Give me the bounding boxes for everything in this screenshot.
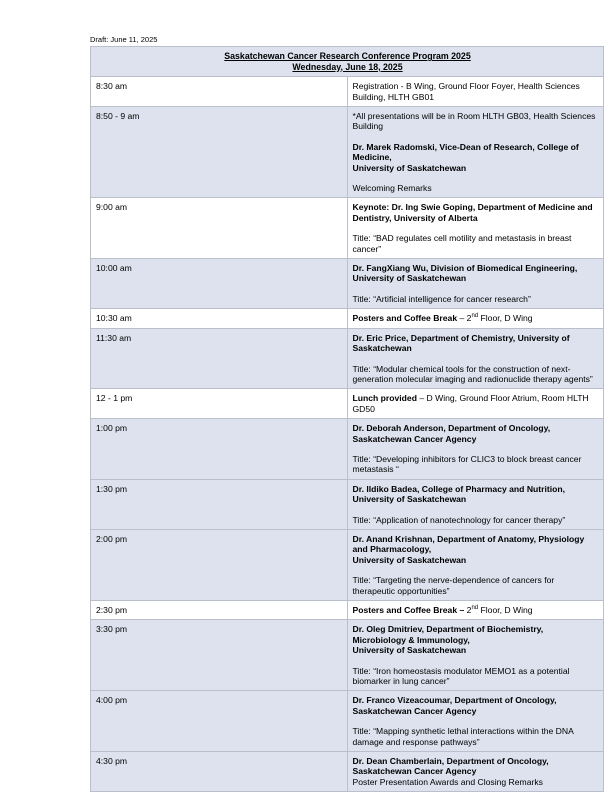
event-cell <box>347 601 604 620</box>
lunch-text <box>353 393 600 414</box>
program-header-row <box>91 47 604 77</box>
ordinal-suffix: nd <box>471 313 479 320</box>
table-row <box>91 691 604 752</box>
event-cell <box>347 107 604 198</box>
time-cell: 1:30 pm <box>91 479 348 529</box>
table-row <box>91 309 604 328</box>
time-cell: 2:30 pm <box>91 601 348 620</box>
break-location: Floor, D Wing <box>478 313 533 324</box>
talk-title: Title: “BAD regulates cell motility and metastasis in breast cancer” <box>352 233 572 254</box>
talk-title: Title: “Mapping synthetic lethal interactions within the DNA damage and response pathways” <box>352 726 574 747</box>
talk-title: Title: “Artificial intelligence for cancer research” <box>352 293 531 304</box>
draft-note: Draft: June 11, 2025 <box>90 35 158 44</box>
talk-title: Title: “Modular chemical tools for the construction of next-generation molecular imaging and radionuclide therapy agents” <box>352 363 593 384</box>
event-cell <box>347 389 604 419</box>
event-cell <box>347 309 604 328</box>
speaker-name: Dr. Ildiko Badea, College of Pharmacy and Nutrition, University of Saskatchewan <box>352 483 565 505</box>
time-cell: 11:30 am <box>91 328 348 389</box>
table-row <box>91 620 604 691</box>
speaker-name: Keynote: Dr. Ing Swie Goping, Department of Medicine and Dentistry, University of Alberta <box>352 202 593 223</box>
remarks-text: Welcoming Remarks <box>352 183 432 194</box>
break-floor: 2 <box>464 605 472 615</box>
break-floor: – 2 <box>457 313 472 324</box>
talk-title: Title: “Targeting the nerve-dependence of cancers for therapeutic opportunities” <box>352 575 555 596</box>
table-row <box>91 419 604 480</box>
speaker-name: Dr. Oleg Dmitriev, Department of Biochemistry, Microbiology & Immunology, <box>352 624 544 645</box>
program-table <box>90 46 604 792</box>
table-row <box>91 601 604 620</box>
table-row <box>91 198 604 259</box>
break-location: Floor, D Wing <box>478 605 533 615</box>
event-cell <box>347 328 604 389</box>
speaker-affiliation: University of Saskatchewan <box>352 162 467 173</box>
speaker-name: Dr. Franco Vizeacoumar, Department of Oncology, Saskatchewan Cancer Agency <box>352 695 557 716</box>
event-cell <box>347 620 604 691</box>
event-text: Registration - B Wing, Ground Floor Foyer, Health Sciences Building, HLTH GB01 <box>352 81 580 102</box>
time-cell: 2:00 pm <box>91 529 348 600</box>
speaker-name: Dr. Dean Chamberlain, Department of Oncology, Saskatchewan Cancer Agency <box>352 756 549 777</box>
break-label: Posters and Coffee Break <box>352 313 458 324</box>
time-cell: 8:30 am <box>91 77 348 107</box>
speaker-name: Dr. FangXiang Wu, Division of Biomedical Engineering, University of Saskatchewan <box>352 263 578 284</box>
speaker-name: Dr. Anand Krishnan, Department of Anatomy, Physiology and Pharmacology, <box>352 533 585 555</box>
table-row <box>91 259 604 309</box>
break-text <box>353 313 600 323</box>
talk-title: Title: “Iron homeostasis modulator MEMO1 as a potential biomarker in lung cancer” <box>352 665 570 687</box>
program-header-cell <box>91 47 604 77</box>
time-cell: 3:30 pm <box>91 620 348 691</box>
time-cell: 10:00 am <box>91 259 348 309</box>
time-cell: 4:30 pm <box>91 752 348 792</box>
time-cell: 8:50 - 9 am <box>91 107 348 198</box>
time-cell: 10:30 am <box>91 309 348 328</box>
event-cell <box>347 691 604 752</box>
event-cell <box>347 529 604 600</box>
table-row <box>91 752 604 792</box>
program-date: Wednesday, June 18, 2025 <box>292 61 403 72</box>
remarks-text: Poster Presentation Awards and Closing Remarks <box>352 776 543 787</box>
time-cell: 9:00 am <box>91 198 348 259</box>
lunch-label: Lunch provided <box>352 393 417 404</box>
break-label: Posters and Coffee Break – <box>352 605 465 615</box>
speaker-name: Dr. Eric Price, Department of Chemistry, University of Saskatchewan <box>352 332 570 354</box>
table-row <box>91 529 604 600</box>
lunch-location: – D Wing, Ground Floor Atrium, Room HLTH GD50 <box>352 393 589 414</box>
break-text <box>353 605 600 615</box>
event-cell <box>347 752 604 792</box>
time-cell: 1:00 pm <box>91 419 348 480</box>
table-row <box>91 77 604 107</box>
event-cell <box>347 77 604 107</box>
time-cell: 12 - 1 pm <box>91 389 348 419</box>
program-title: Saskatchewan Cancer Research Conference Program 2025 <box>224 51 471 61</box>
ordinal-suffix: nd <box>471 605 479 612</box>
time-cell: 4:00 pm <box>91 691 348 752</box>
table-row <box>91 389 604 419</box>
table-row <box>91 107 604 198</box>
event-cell <box>347 198 604 259</box>
talk-title: Title: “Developing inhibitors for CLIC3 to block breast cancer metastasis “ <box>352 453 582 475</box>
speaker-affiliation: University of Saskatchewan <box>352 554 467 565</box>
talk-title: Title: “Application of nanotechnology for cancer therapy” <box>352 514 566 525</box>
table-row <box>91 328 604 389</box>
event-cell <box>347 479 604 529</box>
speaker-name: Dr. Deborah Anderson, Department of Oncology, Saskatchewan Cancer Agency <box>352 423 551 444</box>
location-note: *All presentations will be in Room HLTH GB03, Health Sciences Building <box>352 111 596 132</box>
speaker-affiliation: University of Saskatchewan <box>352 645 467 656</box>
speaker-name: Dr. Marek Radomski, Vice-Dean of Research, College of Medicine, <box>352 141 579 163</box>
event-cell <box>347 259 604 309</box>
table-row <box>91 479 604 529</box>
event-cell <box>347 419 604 480</box>
